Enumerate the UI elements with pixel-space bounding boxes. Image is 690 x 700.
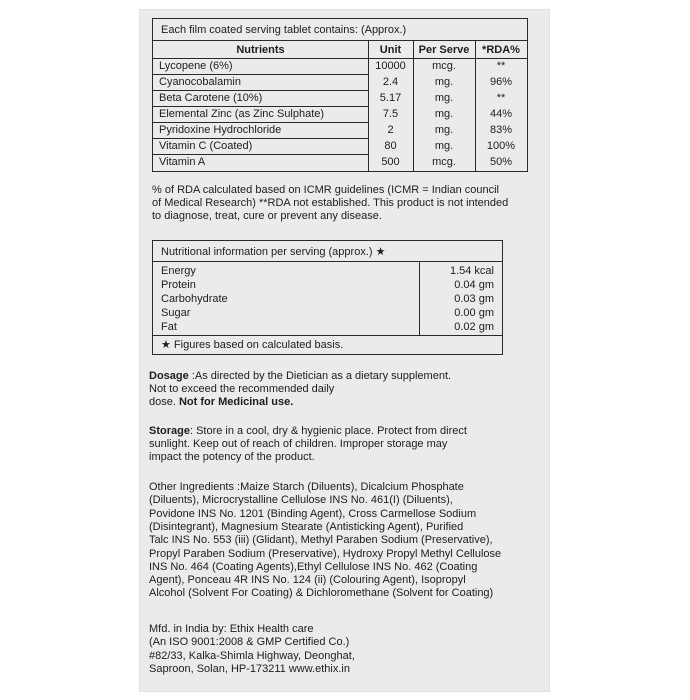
row-divider bbox=[153, 122, 368, 123]
nutrient-rda: ** bbox=[496, 92, 506, 104]
dosage-text-3: dose. bbox=[149, 396, 179, 408]
product-label-panel bbox=[139, 9, 550, 692]
nutrient-unit: 500 bbox=[381, 156, 400, 168]
nutrient-name: Pyridoxine Hydrochloride bbox=[159, 124, 282, 136]
row-divider bbox=[153, 154, 368, 155]
nutrient-name: Vitamin A bbox=[159, 156, 206, 168]
storage-label: Storage bbox=[149, 425, 190, 437]
nutrition-value: 0.02 gm bbox=[454, 321, 494, 333]
nutrition-label: Carbohydrate bbox=[161, 293, 228, 305]
nutrient-per-serve: mg. bbox=[434, 76, 454, 88]
nutrition-value: 1.54 kcal bbox=[449, 265, 494, 277]
nutrition-info-table bbox=[152, 240, 503, 355]
nutrient-rda: ** bbox=[496, 60, 506, 72]
nutrient-unit: 7.5 bbox=[382, 108, 399, 120]
nutrition-value: 0.04 gm bbox=[454, 279, 494, 291]
ingredients-line: INS No. 464 (Coating Agents),Ethyl Cellulose INS No. 462 (Coating bbox=[149, 560, 478, 573]
nutrient-unit: 2.4 bbox=[382, 76, 399, 88]
dosage-line-1 bbox=[149, 370, 451, 382]
row-divider bbox=[153, 90, 368, 91]
nutrient-name: Vitamin C (Coated) bbox=[159, 140, 253, 152]
ingredients-line: Talc INS No. 553 (iii) (Glidant), Methyl Paraben Sodium (Preservative), bbox=[149, 534, 493, 547]
nutrient-rda: 50% bbox=[489, 156, 513, 168]
nutrition-value: 0.03 gm bbox=[454, 293, 494, 305]
nutrition-footnote: ★ Figures based on calculated basis. bbox=[161, 339, 344, 351]
nutrition-label: Protein bbox=[161, 279, 196, 291]
nutrient-name: Beta Carotene (10%) bbox=[159, 92, 263, 104]
header-nutrients: Nutrients bbox=[236, 44, 285, 56]
rda-note-line-2: of Medical Research) **RDA not established. This product is not intended bbox=[152, 197, 509, 209]
ingredients-line: Propyl Paraben Sodium (Preservative), Hydroxy Propyl Methyl Cellulose bbox=[149, 547, 502, 560]
nutrient-rda: 96% bbox=[489, 76, 513, 88]
nutrient-per-serve: mg. bbox=[434, 108, 454, 120]
ingredients-line: (Diluents), Microcrystalline Cellulose INS No. 461(I) (Diluents), bbox=[149, 494, 453, 507]
row-divider bbox=[153, 138, 368, 139]
nutrient-unit: 10000 bbox=[375, 60, 406, 72]
rda-note-line-1: % of RDA calculated based on ICMR guidelines (ICMR = Indian council bbox=[152, 184, 499, 196]
nutrition-title: Nutritional information per serving (approx.) ★ bbox=[161, 246, 386, 258]
header-unit: Unit bbox=[379, 44, 402, 56]
composition-caption: Each film coated serving tablet contains: (Approx.) bbox=[161, 24, 407, 36]
nutrition-value: 0.00 gm bbox=[454, 307, 494, 319]
composition-table bbox=[152, 18, 528, 172]
nutrient-per-serve: mg. bbox=[434, 124, 454, 136]
storage-line-3: impact the potency of the product. bbox=[149, 451, 315, 463]
nutrient-rda: 44% bbox=[489, 108, 513, 120]
nutrient-per-serve: mcg. bbox=[432, 156, 456, 168]
dosage-line-3 bbox=[149, 396, 293, 408]
nutrient-unit: 5.17 bbox=[379, 92, 402, 104]
nutrient-rda: 83% bbox=[489, 124, 513, 136]
dosage-text-1: :As directed by the Dietician as a dietary supplement. bbox=[188, 370, 452, 382]
storage-line-2: sunlight. Keep out of reach of children. Improper storage may bbox=[149, 438, 448, 450]
row-divider bbox=[153, 106, 368, 107]
nutrition-label: Sugar bbox=[161, 307, 191, 319]
manufacturer-line: #82/33, Kalka-Shimla Highway, Deonghat, bbox=[149, 649, 355, 662]
nutrient-name: Lycopene (6%) bbox=[159, 60, 233, 72]
storage-text-1: : Store in a cool, dry & hygienic place. Protect from direct bbox=[189, 425, 467, 437]
ingredients-line: (Disintegrant), Magnesium Stearate (Antisticking Agent), Purified bbox=[149, 520, 464, 533]
nutrient-unit: 80 bbox=[384, 140, 397, 152]
nutrient-per-serve: mcg. bbox=[432, 60, 456, 72]
manufacturer-line: Mfd. in India by: Ethix Health care bbox=[149, 623, 314, 635]
nutrient-name: Cyanocobalamin bbox=[159, 76, 241, 88]
header-per-serve: Per Serve bbox=[418, 44, 470, 56]
nutrition-label: Energy bbox=[161, 265, 196, 277]
nutrient-name: Elemental Zinc (as Zinc Sulphate) bbox=[159, 108, 325, 120]
storage-line-1 bbox=[149, 425, 467, 437]
nutrient-unit: 2 bbox=[387, 124, 394, 136]
ingredients-line: Alcohol (Solvent For Coating) & Dichloromethane (Solvent for Coating) bbox=[149, 587, 494, 600]
header-rda: *RDA% bbox=[482, 44, 520, 56]
nutrient-rda: 100% bbox=[486, 140, 516, 152]
nutrient-per-serve: mg. bbox=[434, 140, 454, 152]
ingredients-line: Other Ingredients :Maize Starch (Diluents), Dicalcium Phosphate bbox=[149, 481, 464, 493]
dosage-warning: Not for Medicinal use. bbox=[178, 396, 294, 408]
dosage-label: Dosage bbox=[149, 370, 189, 382]
ingredients-line: Povidone INS No. 1201 (Binding Agent), Cross Carmellose Sodium bbox=[149, 507, 477, 520]
rda-note-line-3: to diagnose, treat, cure or prevent any disease. bbox=[152, 210, 382, 222]
manufacturer-line: Saproon, Solan, HP-173211 www.ethix.in bbox=[149, 662, 350, 675]
row-divider bbox=[153, 74, 368, 75]
nutrient-per-serve: mg. bbox=[434, 92, 454, 104]
nutrition-label: Fat bbox=[161, 321, 177, 333]
manufacturer-line: (An ISO 9001:2008 & GMP Certified Co.) bbox=[149, 636, 350, 649]
ingredients-line: Agent), Ponceau 4R INS No. 124 (ii) (Colouring Agent), Isopropyl bbox=[149, 574, 466, 587]
dosage-line-2: Not to exceed the recommended daily bbox=[149, 383, 335, 395]
